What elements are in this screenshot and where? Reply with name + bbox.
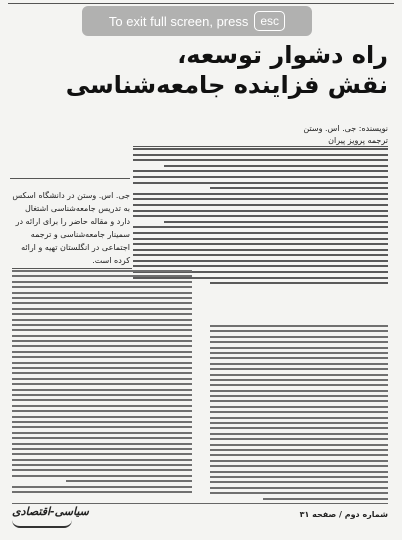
esc-key-badge: esc — [254, 11, 285, 31]
logo-swash — [12, 520, 72, 528]
fullscreen-exit-notice — [82, 6, 312, 36]
intro-paragraph — [133, 148, 388, 288]
article-title — [65, 40, 388, 100]
translator-name: ترجمه پرویز پیران — [328, 136, 388, 145]
top-rule — [8, 3, 394, 4]
abstract-rule — [10, 178, 130, 187]
abstract-text: جی. اس. وستن در دانشگاه اسکس به تدریس جامعه‌شناسی اشتغال دارد و مقاله حاضر را برای ارائه در سمینار جامعه‌شناسی و ترجمه اجتماعی در انگلستان تهیه و ارائه کرده است. — [12, 191, 130, 265]
title-line-2: نقش فزاینده جامعه‌شناسی — [65, 71, 388, 99]
fullscreen-notice-text: To exit full screen, press — [108, 13, 249, 29]
magazine-logo: سیاسی-اقتصادی — [12, 505, 89, 518]
author-name: نویسنده: جی. اس. وستن — [303, 124, 388, 133]
byline — [248, 123, 388, 147]
issue-and-page: شماره دوم / صفحه ۳۱ — [299, 510, 388, 519]
abstract-bottom-rule — [12, 268, 132, 269]
intro-top-rule — [133, 146, 388, 147]
right-column-text — [210, 325, 388, 503]
author-abstract — [10, 178, 130, 267]
title-line-1: راه دشوار توسعه، — [177, 41, 388, 69]
left-column-text — [12, 270, 192, 496]
footer-rule — [12, 503, 388, 504]
